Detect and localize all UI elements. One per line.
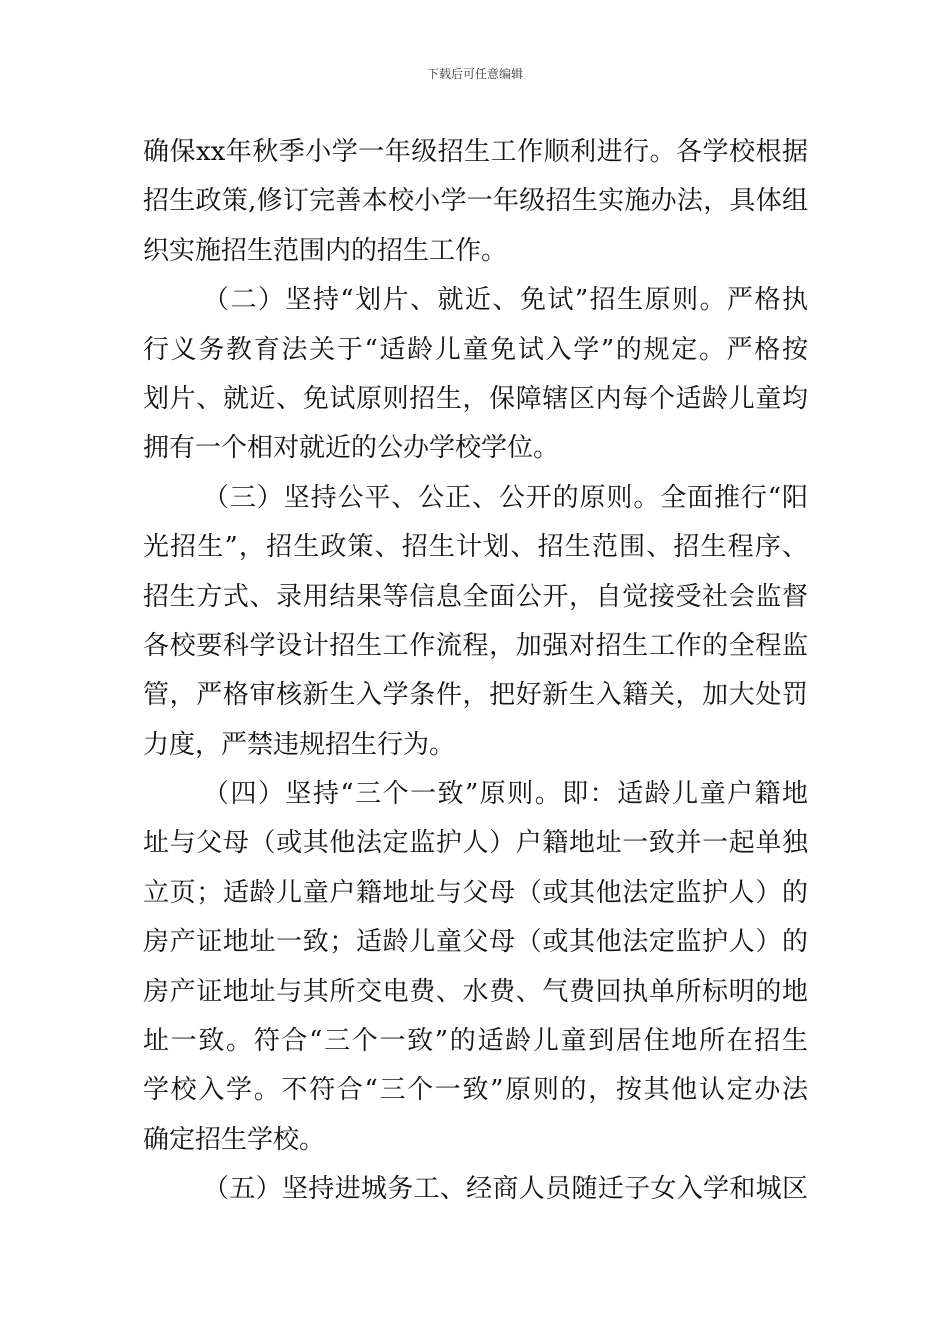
text-line: 学校入学。不符合“三个一致”原则的，按其他认定办法 — [143, 1075, 808, 1106]
text-line: 确定招生学校。 — [143, 1124, 326, 1155]
paragraph-heading-5: （五）坚持进城务工、经商人员随迁子女入学和城区 — [203, 1174, 808, 1205]
text-line: 管，严格审核新生入学条件，把好新生入籍关，加大处罚 — [143, 680, 808, 711]
paragraph-heading-2: （二）坚持“划片、就近、免试”招生原则。严格执 — [203, 285, 808, 316]
paragraph-heading-4: （四）坚持“三个一致”原则。即：适龄儿童户籍地 — [203, 779, 808, 810]
text-line: 招生政策,修订完善本校小学一年级招生实施办法，具体组 — [143, 186, 808, 217]
document-body — [143, 128, 808, 1215]
text-line: 力度，严禁违规招生行为。 — [143, 729, 456, 760]
text-line: 行义务教育法关于“适龄儿童免试入学”的规定。严格按 — [143, 334, 808, 365]
text-line: 招生方式、录用结果等信息全面公开，自觉接受社会监督 — [143, 581, 808, 612]
text-line: 各校要科学设计招生工作流程，加强对招生工作的全程监 — [143, 630, 808, 661]
text-line: 光招生”，招生政策、招生计划、招生范围、招生程序、 — [143, 532, 808, 563]
text-line: 址与父母（或其他法定监护人）户籍地址一致并一起单独 — [143, 828, 808, 859]
text-line: 址一致。符合“三个一致”的适龄儿童到居住地所在招生 — [143, 1026, 808, 1057]
text-line: 拥有一个相对就近的公办学校学位。 — [143, 433, 560, 464]
page-header: 下载后可任意编辑 — [426, 67, 523, 81]
text-line: 划片、就近、免试原则招生，保障辖区内每个适龄儿童均 — [143, 383, 808, 414]
text-line: 确保xx年秋季小学一年级招生工作顺利进行。各学校根据 — [143, 137, 808, 167]
text-line: 房产证地址与其所交电费、水费、气费回执单所标明的地 — [143, 976, 808, 1007]
text-line: 房产证地址一致；适龄儿童父母（或其他法定监护人）的 — [143, 927, 808, 958]
paragraph-heading-3: （三）坚持公平、公正、公开的原则。全面推行“阳 — [203, 482, 808, 513]
text-line: 织实施招生范围内的招生工作。 — [143, 235, 508, 266]
text-line: 立页；适龄儿童户籍地址与父母（或其他法定监护人）的 — [143, 877, 808, 908]
